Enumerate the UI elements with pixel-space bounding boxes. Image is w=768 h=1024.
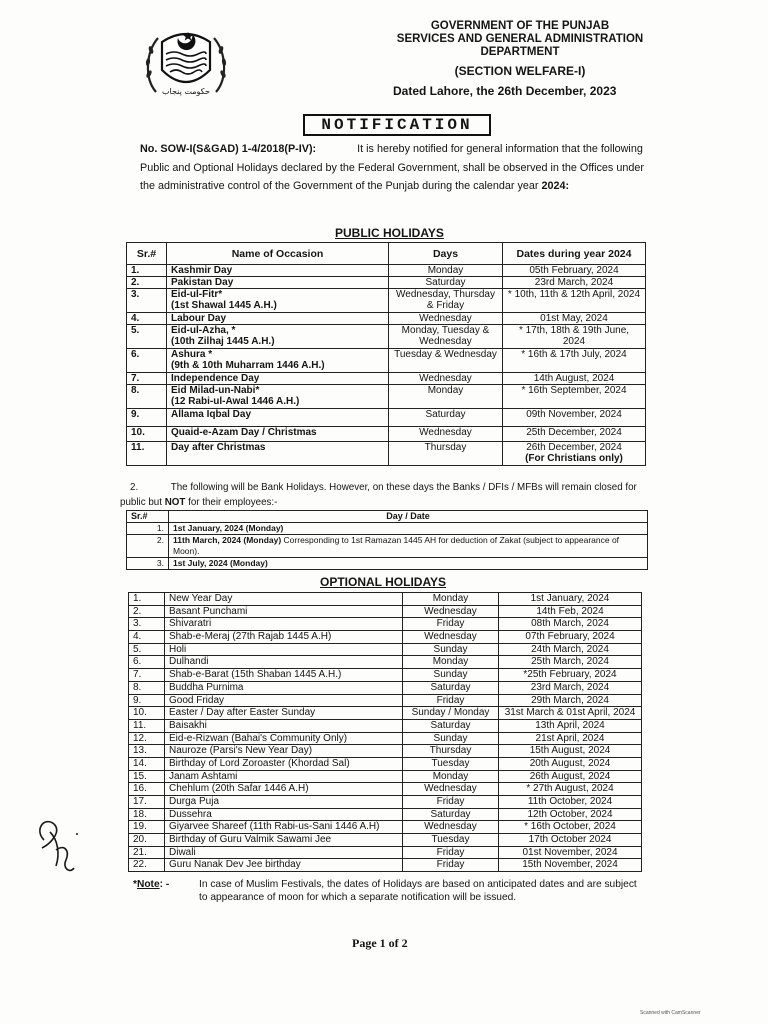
cell-sr: 2. <box>129 605 165 618</box>
occasion-name: Independence Day <box>171 373 260 384</box>
table-row <box>129 783 642 796</box>
public-holidays-table <box>126 242 646 466</box>
table-row <box>129 732 642 745</box>
cell-sr: 7. <box>129 669 165 682</box>
scanner-watermark: Scanned with CamScanner <box>640 1010 701 1016</box>
note-text: In case of Muslim Festivals, the dates of Holidays are based on anticipated dates and are subject to appearance of moon for which a separate notification will be issued. <box>199 879 637 903</box>
table-row <box>127 289 646 313</box>
cell-days: Thursday <box>403 745 499 758</box>
cell-date: 20th August, 2024 <box>499 757 642 770</box>
reference-number: No. SOW-I(S&GAD) 1-4/2018(P-IV): <box>140 143 317 155</box>
cell-sr: 16. <box>129 783 165 796</box>
date-text: * 10th, 11th & 12th April, 2024 <box>507 289 641 300</box>
occasion-note: (12 Rabi-ul-Awal 1446 A.H.) <box>171 396 300 407</box>
cell-date: 14th Feb, 2024 <box>499 605 642 618</box>
cell-occasion: Holi <box>165 643 403 656</box>
intro-paragraph <box>140 140 645 196</box>
table-row <box>127 313 646 325</box>
cell-date <box>503 325 646 349</box>
date-text: * 16th September, 2024 <box>521 385 627 396</box>
cell-days: Monday <box>389 265 503 277</box>
cell-date: 24th March, 2024 <box>499 643 642 656</box>
cell-sr: 6. <box>127 349 167 373</box>
bank-holidays-table <box>126 510 648 570</box>
table-row <box>129 694 642 707</box>
date-text: 25th December, 2024 <box>526 427 622 438</box>
cell-occasion: Buddha Purnima <box>165 681 403 694</box>
cell-occasion: Birthday of Lord Zoroaster (Khordad Sal) <box>165 757 403 770</box>
cell-occasion: Shivaratri <box>165 618 403 631</box>
date-text: 01st May, 2024 <box>540 313 608 324</box>
note-label: *Note: - <box>133 879 170 890</box>
cell-sr: 11. <box>127 442 167 466</box>
date-text: * 17th, 18th & 19th June, 2024 <box>518 325 630 347</box>
cell-occasion <box>167 325 389 349</box>
cell-occasion: Janam Ashtami <box>165 770 403 783</box>
cell-date <box>503 442 646 466</box>
cell-occasion <box>167 409 389 427</box>
cell-day-date <box>169 535 648 558</box>
cell-date: 15th August, 2024 <box>499 745 642 758</box>
cell-date <box>503 277 646 289</box>
cell-days: Wednesday <box>389 313 503 325</box>
cell-occasion: Good Friday <box>165 694 403 707</box>
cell-date: 11th October, 2024 <box>499 796 642 809</box>
cell-date: 01st November, 2024 <box>499 846 642 859</box>
table-row <box>129 643 642 656</box>
cell-sr: 6. <box>129 656 165 669</box>
cell-date: 17th October 2024 <box>499 834 642 847</box>
col-header-days: Days <box>389 243 503 265</box>
cell-occasion <box>167 277 389 289</box>
cell-sr: 1. <box>129 593 165 606</box>
cell-days: Saturday <box>389 277 503 289</box>
cell-days: Saturday <box>403 719 499 732</box>
table-row <box>129 796 642 809</box>
cell-sr: 14. <box>129 757 165 770</box>
cell-date <box>503 289 646 313</box>
table-row <box>129 681 642 694</box>
cell-day-date <box>169 558 648 570</box>
handwritten-initials <box>30 810 90 880</box>
cell-days: Saturday <box>389 409 503 427</box>
cell-date <box>503 409 646 427</box>
cell-date <box>503 373 646 385</box>
table-row <box>129 859 642 872</box>
occasion-name: Eid-ul-Azha, * <box>171 325 236 336</box>
cell-occasion: Giyarvee Shareef (11th Rabi-us-Sani 1446 A.H) <box>165 821 403 834</box>
cell-sr: 8. <box>127 385 167 409</box>
cell-days: Sunday <box>403 669 499 682</box>
cell-date <box>503 313 646 325</box>
cell-date: 26th August, 2024 <box>499 770 642 783</box>
cell-date <box>503 427 646 442</box>
table-row <box>129 834 642 847</box>
cell-days: Wednesday <box>403 631 499 644</box>
occasion-name: Ashura * <box>171 349 213 360</box>
col-header-sr: Sr.# <box>127 243 167 265</box>
table-header-row <box>127 243 646 265</box>
page-number: Page 1 of 2 <box>352 936 408 950</box>
cell-sr: 8. <box>129 681 165 694</box>
para-number: 2. <box>130 482 139 493</box>
cell-days: Wednesday <box>403 605 499 618</box>
date-text: 26th December, 2024 <box>526 442 622 453</box>
cell-occasion: Shab-e-Meraj (27th Rajab 1445 A.H) <box>165 631 403 644</box>
cell-occasion: Dussehra <box>165 808 403 821</box>
cell-occasion: Dulhandi <box>165 656 403 669</box>
cell-date: 1st January, 2024 <box>499 593 642 606</box>
table-row <box>127 385 646 409</box>
cell-occasion <box>167 289 389 313</box>
table-row <box>129 605 642 618</box>
department-name: SERVICES AND GENERAL ADMINISTRATION <box>396 33 644 45</box>
govt-name: GOVERNMENT OF THE PUNJAB <box>430 20 610 32</box>
cell-date: *25th February, 2024 <box>499 669 642 682</box>
table-row <box>127 349 646 373</box>
table-row <box>129 821 642 834</box>
cell-sr: 9. <box>127 409 167 427</box>
cell-days: Monday <box>403 656 499 669</box>
table-row <box>127 325 646 349</box>
cell-days: Monday, Tuesday & Wednesday <box>389 325 503 349</box>
cell-sr: 10. <box>129 707 165 720</box>
cell-sr: 10. <box>127 427 167 442</box>
cell-sr: 22. <box>129 859 165 872</box>
col-header-day-date: Day / Date <box>169 511 648 523</box>
cell-sr: 1. <box>127 265 167 277</box>
cell-sr: 17. <box>129 796 165 809</box>
bank-holiday-date: 11th March, 2024 (Monday) <box>173 535 282 545</box>
cell-sr: 21. <box>129 846 165 859</box>
cell-date: 25th March, 2024 <box>499 656 642 669</box>
department-name-cont: DEPARTMENT <box>480 46 560 58</box>
cell-sr: 3. <box>127 558 169 570</box>
cell-occasion: Guru Nanak Dev Jee birthday <box>165 859 403 872</box>
cell-sr: 19. <box>129 821 165 834</box>
cell-days: Monday <box>403 770 499 783</box>
cell-sr: 12. <box>129 732 165 745</box>
dated-line: Dated Lahore, the 26th December, 2023 <box>393 84 617 98</box>
cell-days: Wednesday <box>389 427 503 442</box>
cell-date: 21st April, 2024 <box>499 732 642 745</box>
table-row <box>129 593 642 606</box>
cell-sr: 4. <box>129 631 165 644</box>
bank-holiday-detail: Corresponding to 1st Ramazan 1445 AH for deduction of Zakat (subject to appearance of Moon). <box>173 535 620 556</box>
occasion-name: Pakistan Day <box>171 277 234 288</box>
cell-days: Friday <box>403 846 499 859</box>
cell-day-date <box>169 523 648 535</box>
cell-days: Monday <box>389 385 503 409</box>
occasion-note: (1st Shawal 1445 A.H.) <box>171 300 277 311</box>
cell-sr: 7. <box>127 373 167 385</box>
section-name: (SECTION WELFARE-I) <box>454 64 586 78</box>
bank-holiday-date: 1st July, 2024 (Monday) <box>173 558 268 568</box>
date-text: 23rd March, 2024 <box>534 277 614 288</box>
occasion-name: Allama Iqbal Day <box>171 409 252 420</box>
cell-sr: 20. <box>129 834 165 847</box>
optional-holidays-title: OPTIONAL HOLIDAYS <box>320 575 447 589</box>
table-row <box>129 846 642 859</box>
cell-days: Friday <box>403 796 499 809</box>
table-header-row <box>127 511 648 523</box>
table-row <box>127 277 646 289</box>
cell-date <box>503 349 646 373</box>
date-text: 14th August, 2024 <box>533 373 615 384</box>
table-row <box>129 656 642 669</box>
cell-sr: 9. <box>129 694 165 707</box>
date-qualifier: (For Christians only) <box>525 453 623 464</box>
table-row <box>127 535 648 558</box>
cell-days: Sunday <box>403 643 499 656</box>
table-row <box>129 757 642 770</box>
cell-days: Sunday / Monday <box>403 707 499 720</box>
cell-days: Friday <box>403 859 499 872</box>
col-header-sr: Sr.# <box>127 511 169 523</box>
cell-days: Tuesday <box>403 834 499 847</box>
cell-sr: 13. <box>129 745 165 758</box>
cell-sr: 2. <box>127 535 169 558</box>
bank-text-not: NOT <box>164 497 186 508</box>
date-text: 09th November, 2024 <box>526 409 622 420</box>
cell-occasion <box>167 349 389 373</box>
table-row <box>129 770 642 783</box>
cell-sr: 4. <box>127 313 167 325</box>
cell-sr: 11. <box>129 719 165 732</box>
occasion-name: Eid-ul-Fitr* <box>171 289 223 300</box>
cell-date: 29th March, 2024 <box>499 694 642 707</box>
cell-sr: 5. <box>127 325 167 349</box>
cell-occasion: New Year Day <box>165 593 403 606</box>
occasion-name: Quaid-e-Azam Day / Christmas <box>171 427 317 438</box>
bank-text-a: The following will be Bank Holidays. However, on these days the Banks / DFIs / MFBs will remain closed for public but <box>120 482 637 508</box>
table-row <box>127 427 646 442</box>
punjab-government-seal-icon <box>138 22 234 102</box>
cell-days: Tuesday <box>403 757 499 770</box>
table-row <box>129 808 642 821</box>
table-row <box>127 409 646 427</box>
cell-days: Monday <box>403 593 499 606</box>
cell-date <box>503 265 646 277</box>
cell-date: 08th March, 2024 <box>499 618 642 631</box>
table-row <box>129 618 642 631</box>
cell-occasion: Baisakhi <box>165 719 403 732</box>
cell-sr: 18. <box>129 808 165 821</box>
cell-date: 23rd March, 2024 <box>499 681 642 694</box>
cell-sr: 5. <box>129 643 165 656</box>
cell-date: 12th October, 2024 <box>499 808 642 821</box>
cell-occasion: Nauroze (Parsi's New Year Day) <box>165 745 403 758</box>
cell-occasion <box>167 265 389 277</box>
cell-days: Saturday <box>403 681 499 694</box>
cell-date: 13th April, 2024 <box>499 719 642 732</box>
cell-date <box>503 385 646 409</box>
table-row <box>127 265 646 277</box>
cell-date: 31st March & 01st April, 2024 <box>499 707 642 720</box>
cell-days: Wednesday, Thursday & Friday <box>389 289 503 313</box>
cell-days: Saturday <box>403 808 499 821</box>
cell-occasion <box>167 385 389 409</box>
cell-occasion <box>167 442 389 466</box>
public-holidays-title: PUBLIC HOLIDAYS <box>335 226 444 240</box>
cell-occasion: Durga Puja <box>165 796 403 809</box>
occasion-name: Labour Day <box>171 313 227 324</box>
cell-occasion <box>167 427 389 442</box>
cell-sr: 1. <box>127 523 169 535</box>
optional-holidays-table <box>128 592 642 872</box>
cell-occasion: Diwali <box>165 846 403 859</box>
table-row <box>129 719 642 732</box>
cell-occasion: Basant Punchami <box>165 605 403 618</box>
cell-occasion: Easter / Day after Easter Sunday <box>165 707 403 720</box>
occasion-name: Eid Milad-un-Nabi* <box>171 385 260 396</box>
cell-sr: 3. <box>127 289 167 313</box>
table-row <box>127 373 646 385</box>
table-row <box>127 558 648 570</box>
table-row <box>129 707 642 720</box>
cell-days: Wednesday <box>389 373 503 385</box>
cell-days: Wednesday <box>403 783 499 796</box>
col-header-occasion: Name of Occasion <box>167 243 389 265</box>
cell-date: 15th November, 2024 <box>499 859 642 872</box>
table-row <box>127 442 646 466</box>
cell-occasion <box>167 313 389 325</box>
cell-date: 07th February, 2024 <box>499 631 642 644</box>
cell-sr: 15. <box>129 770 165 783</box>
table-row <box>129 631 642 644</box>
cell-occasion: Chehlum (20th Safar 1446 A.H) <box>165 783 403 796</box>
seal-caption: حکومت پنجاب <box>162 87 210 96</box>
occasion-name: Day after Christmas <box>171 442 266 453</box>
bank-text-b: for their employees:- <box>188 497 278 508</box>
cell-sr: 2. <box>127 277 167 289</box>
bank-holiday-date: 1st January, 2024 (Monday) <box>173 523 284 533</box>
cell-date: * 16th October, 2024 <box>499 821 642 834</box>
intro-year: 2024: <box>541 180 570 192</box>
date-text: * 16th & 17th July, 2024 <box>521 349 627 360</box>
occasion-name: Kashmir Day <box>171 265 233 276</box>
cell-days: Tuesday & Wednesday <box>389 349 503 373</box>
cell-days: Sunday <box>403 732 499 745</box>
cell-date: * 27th August, 2024 <box>499 783 642 796</box>
occasion-note: (9th & 10th Muharram 1446 A.H.) <box>171 360 325 371</box>
occasion-note: (10th Zilhaj 1445 A.H.) <box>171 336 275 347</box>
date-text: 05th February, 2024 <box>529 265 619 276</box>
cell-days: Friday <box>403 694 499 707</box>
table-row <box>129 669 642 682</box>
bank-holidays-paragraph <box>120 480 650 510</box>
cell-days: Wednesday <box>403 821 499 834</box>
cell-sr: 3. <box>129 618 165 631</box>
cell-days: Friday <box>403 618 499 631</box>
cell-days: Thursday <box>389 442 503 466</box>
table-row <box>129 745 642 758</box>
col-header-dates: Dates during year 2024 <box>503 243 646 265</box>
table-row <box>127 523 648 535</box>
cell-occasion: Eid-e-Rizwan (Bahai's Community Only) <box>165 732 403 745</box>
cell-occasion: Shab-e-Barat (15th Shaban 1445 A.H.) <box>165 669 403 682</box>
notification-heading: NOTIFICATION <box>303 114 491 136</box>
intro-text: It is hereby notified for general information that the following Public and Optional Holidays declared by the Federal Government, shall be observed in the Offices under the administrative control of the Government of the Punjab during the calendar year <box>140 143 644 192</box>
cell-occasion <box>167 373 389 385</box>
letterhead <box>385 20 655 98</box>
cell-occasion: Birthday of Guru Valmik Sawami Jee <box>165 834 403 847</box>
